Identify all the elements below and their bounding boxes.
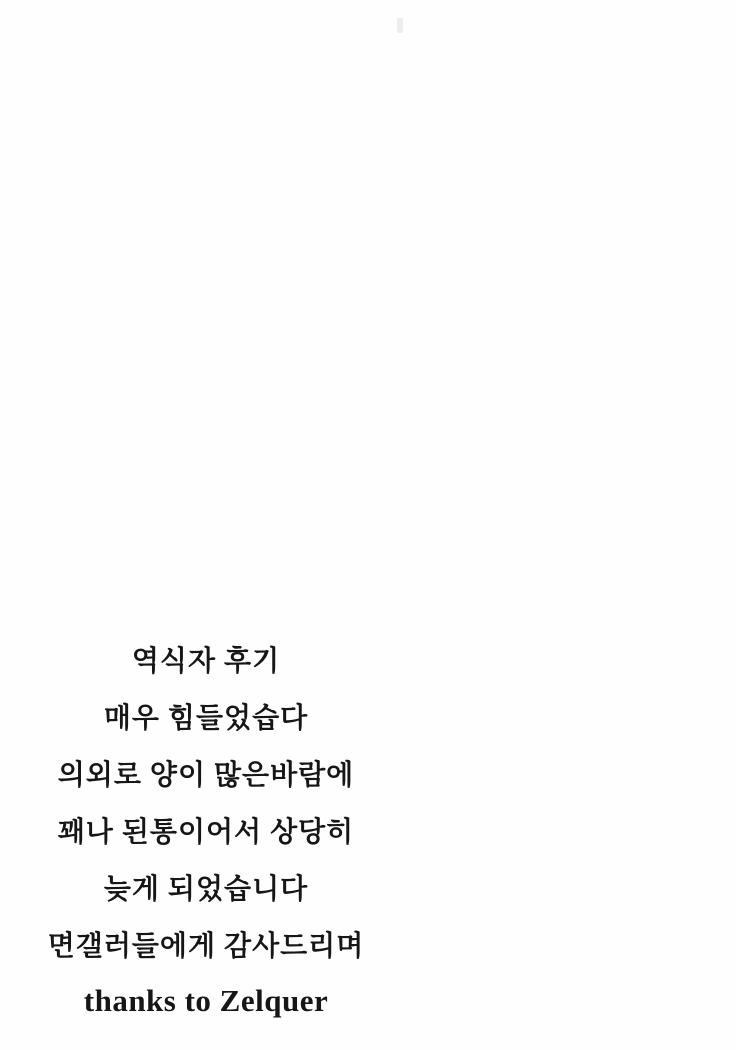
afterword-text-block — [0, 630, 412, 1029]
afterword-line-2: 매우 힘들었습다 — [103, 702, 309, 734]
scan-artifact-mark — [397, 18, 403, 33]
afterword-line-6: 면갤러들에게 감사드리며 — [47, 930, 365, 962]
afterword-line-5: 늦게 되었습니다 — [103, 873, 309, 905]
afterword-thanks-line: thanks to Zelquer — [83, 982, 329, 1018]
afterword-title: 역식자 후기 — [131, 645, 281, 677]
afterword-line-3: 의외로 양이 많은바람에 — [57, 759, 355, 791]
afterword-line-4: 꽤나 된통이어서 상당히 — [57, 816, 355, 848]
